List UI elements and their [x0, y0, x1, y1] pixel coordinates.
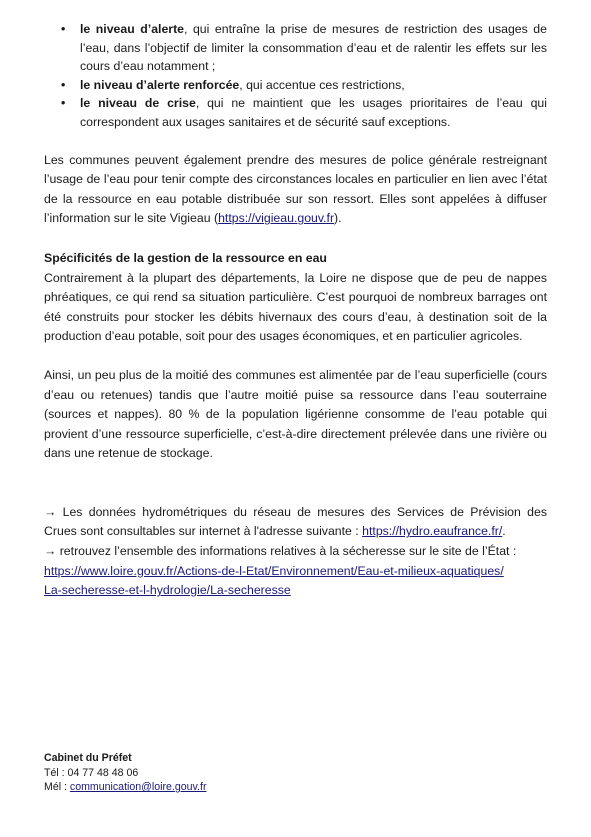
loire-secheresse-link[interactable]: https://www.loire.gouv.fr/Actions-de-l-Etat/Environnement/Eau-et-milieux-aquatiques/ [44, 563, 504, 578]
list-item [44, 20, 547, 76]
paragraph-text: Les communes peuvent également prendre des mesures de police générale restreignant l’usage de l’eau pour tenir compte des circonstances locales en particulier en lien avec l’état de la ressource en eau potable distribuée sur son ressort. Elles sont appelées à diffuser l’information sur le site Vigieau ( [44, 152, 547, 226]
footer-mail-label: Mél : [44, 781, 70, 794]
footer-mail-link[interactable]: communication@loire.gouv.fr [69, 781, 207, 794]
list-item [44, 76, 547, 95]
paragraph-ainsi: Ainsi, un peu plus de la moitié des communes est alimentée par de l’eau superficielle (cours d’eau ou retenues) tandis que l’autre moitié puise sa ressource dans l’eau souterraine (sources et nappes). 80 % de la population ligérienne consomme de l’eau potable qui provient d’une ressource superficielle, c’est-à-dire directement prélevée dans une rivière ou dans une retenue de stockage. [44, 367, 547, 461]
section-heading: Spécificités de la gestion de la ressource en eau [44, 250, 327, 265]
bullet-icon: • [61, 96, 66, 111]
paragraph-secheresse: → retrouvez l’ensemble des informations relatives à la sécheresse sur le site de l’État : [44, 544, 517, 559]
vigieau-link[interactable]: https://vigieau.gouv.fr [218, 211, 335, 226]
footer-mail-line [44, 780, 206, 795]
footer-contact [44, 751, 206, 795]
footer-tel: Tél : 04 77 48 48 06 [44, 766, 139, 779]
bullet-icon: • [61, 22, 66, 36]
loire-secheresse-link-continued[interactable]: La-secheresse-et-l-hydrologie/La-secheresse [44, 583, 291, 598]
list-item [44, 94, 547, 131]
paragraph-text-end: ). [334, 211, 342, 226]
paragraph-text-end: . [502, 524, 506, 539]
paragraph-communes [44, 151, 547, 229]
bullet-bold: le niveau d’alerte renforcée [80, 77, 240, 92]
alert-levels-list [44, 20, 547, 132]
paragraph-contrairement: Contrairement à la plupart des départements, la Loire ne dispose que de peu de nappes phréatiques, ce qui rend sa situation particulière. C’est pourquoi de nombreux barrages ont été construits pour stocker les débits hivernaux des cours d’eau, à destination soit de la production d’eau potable, soit pour des usages économiques, et en particulier agricoles. [44, 270, 547, 344]
bullet-bold: le niveau d’alerte [80, 22, 185, 36]
loire-link-line-2 [44, 581, 547, 601]
bullet-bold: le niveau de crise [80, 96, 196, 111]
bullet-text: , qui accentue ces restrictions, [239, 77, 405, 92]
bullet-text: , qui entraîne la prise de mesures de restriction des usages de l’eau, dans l’objectif de limiter la consommation d’eau et de ralentir les effets sur les cours d’eau notamment ; [80, 22, 547, 74]
hydro-link[interactable]: https://hydro.eaufrance.fr/ [362, 524, 503, 539]
loire-link-line-1 [44, 562, 547, 582]
bullet-icon: • [61, 77, 66, 92]
footer-name: Cabinet du Préfet [44, 752, 132, 764]
document-page [44, 20, 547, 601]
paragraph-text: → Les données hydrométriques du réseau de mesures des Services de Prévision des Crues sont consultables sur internet à l'adresse suivante : [44, 504, 547, 539]
paragraph-hydro [44, 503, 547, 542]
bullet-text: , qui ne maintient que les usages prioritaires de l’eau qui correspondent aux usages sanitaires et de sécurité sauf exceptions. [80, 96, 547, 129]
